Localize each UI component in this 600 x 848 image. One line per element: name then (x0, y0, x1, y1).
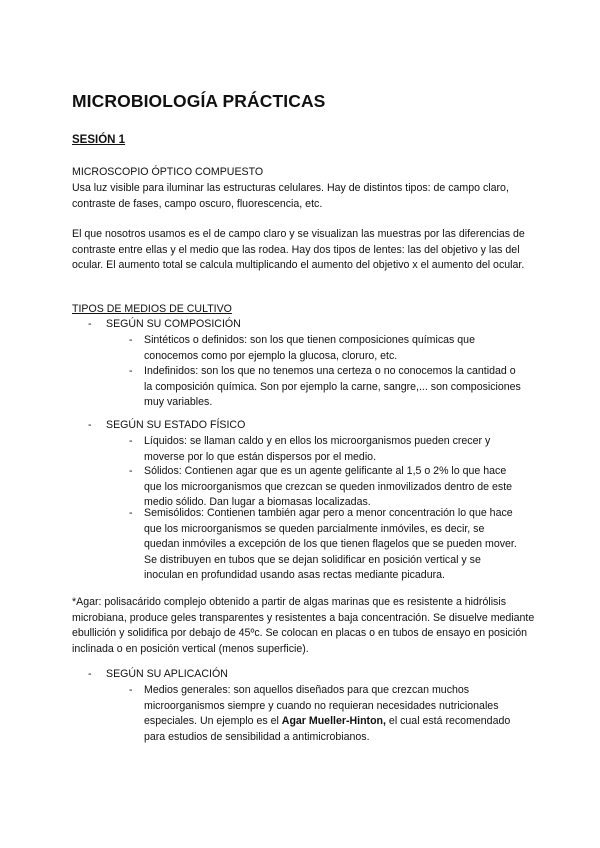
media-heading: TIPOS DE MEDIOS DE CULTIVO (72, 303, 232, 315)
list-bullet: - (129, 507, 133, 519)
application-item-1-text-end: el cual está recomendado para estudios de sensibilidad a antimicrobianos. (144, 715, 511, 743)
list-bullet: - (129, 465, 133, 477)
physical-item-3: Semisólidos: Contienen también agar pero a menor concentración lo que hace que los microorganismos se queden parcialmente inmóviles, es decir, se quedan inmóviles a excepción de los que tienen flagelos que se pueden mover. Se distribuyen en tubos que se dejan solidificar en posición vertical y se inoculan en profundidad usando asas rectas mediante picadura. (144, 507, 517, 581)
list-dash: - (88, 419, 92, 431)
session-heading: SESIÓN 1 (72, 134, 126, 146)
agar-mueller-hinton: Agar Mueller-Hinton, (281, 715, 386, 727)
composition-label: SEGÚN SU COMPOSICIÓN (106, 318, 241, 330)
list-dash: - (88, 668, 92, 680)
list-bullet: - (129, 684, 133, 696)
physical-item-2: Sólidos: Contienen agar que es un agente gelificante al 1,5 o 2% lo que hace que los microorganismos que crezcan se queden inmovilizados dentro de este medio sólido. Dan lugar a biomasas localizadas. (144, 465, 513, 508)
application-item-1 (144, 683, 522, 745)
microscope-paragraph-2: El que nosotros usamos es el de campo claro y se visualizan las muestras por las diferencias de contraste entre ellas y el medio que las rodea. Hay dos tipos de lentes: las del objetivo y las del ocular. El aumento total se calcula multiplicando el aumento del objetivo x el aumento del ocular. (72, 228, 525, 271)
composition-item-1: Sintéticos o definidos: son los que tienen composiciones químicas que conocemos como por ejemplo la glucosa, cloruro, etc. (144, 334, 475, 362)
list-bullet: - (129, 334, 133, 346)
composition-item-2: Indefinidos: son los que no tenemos una certeza o no conocemos la cantidad o la composición química. Son por ejemplo la carne, sangre,... son composiciones muy variables. (144, 365, 521, 408)
application-item-1-text: Medios generales: son aquellos diseñados para que crezcan muchos microorganismos siempre y cuando no requieran necesidades nutricionales especiales. Un ejemplo es el (144, 684, 499, 727)
microscope-heading: MICROSCOPIO ÓPTICO COMPUESTO (72, 166, 264, 178)
physical-item-1: Líquidos: se llaman caldo y en ellos los microorganismos pueden crecer y moverse por lo que están dispersos por el medio. (144, 435, 491, 463)
list-dash: - (88, 318, 92, 330)
physical-label: SEGÚN SU ESTADO FÍSICO (106, 419, 246, 431)
list-bullet: - (129, 365, 133, 377)
application-label: SEGÚN SU APLICACIÓN (106, 668, 228, 680)
agar-note: *Agar: polisacárido complejo obtenido a partir de algas marinas que es resistente a hidrólisis microbiana, produce geles transparentes y resistentes a baja concentración. Se disuelve mediante ebullición y solidifica por debajo de 45ºc. Se colocan en placas o en tubos de ensayo en posición inclinada o en posición vertical (menos superficie). (72, 596, 535, 655)
list-bullet: - (129, 435, 133, 447)
document-title: MICROBIOLOGÍA PRÁCTICAS (72, 91, 326, 111)
microscope-paragraph-1: Usa luz visible para iluminar las estructuras celulares. Hay de distintos tipos: de campo claro, contraste de fases, campo oscuro, fluorescencia, etc. (72, 182, 509, 210)
